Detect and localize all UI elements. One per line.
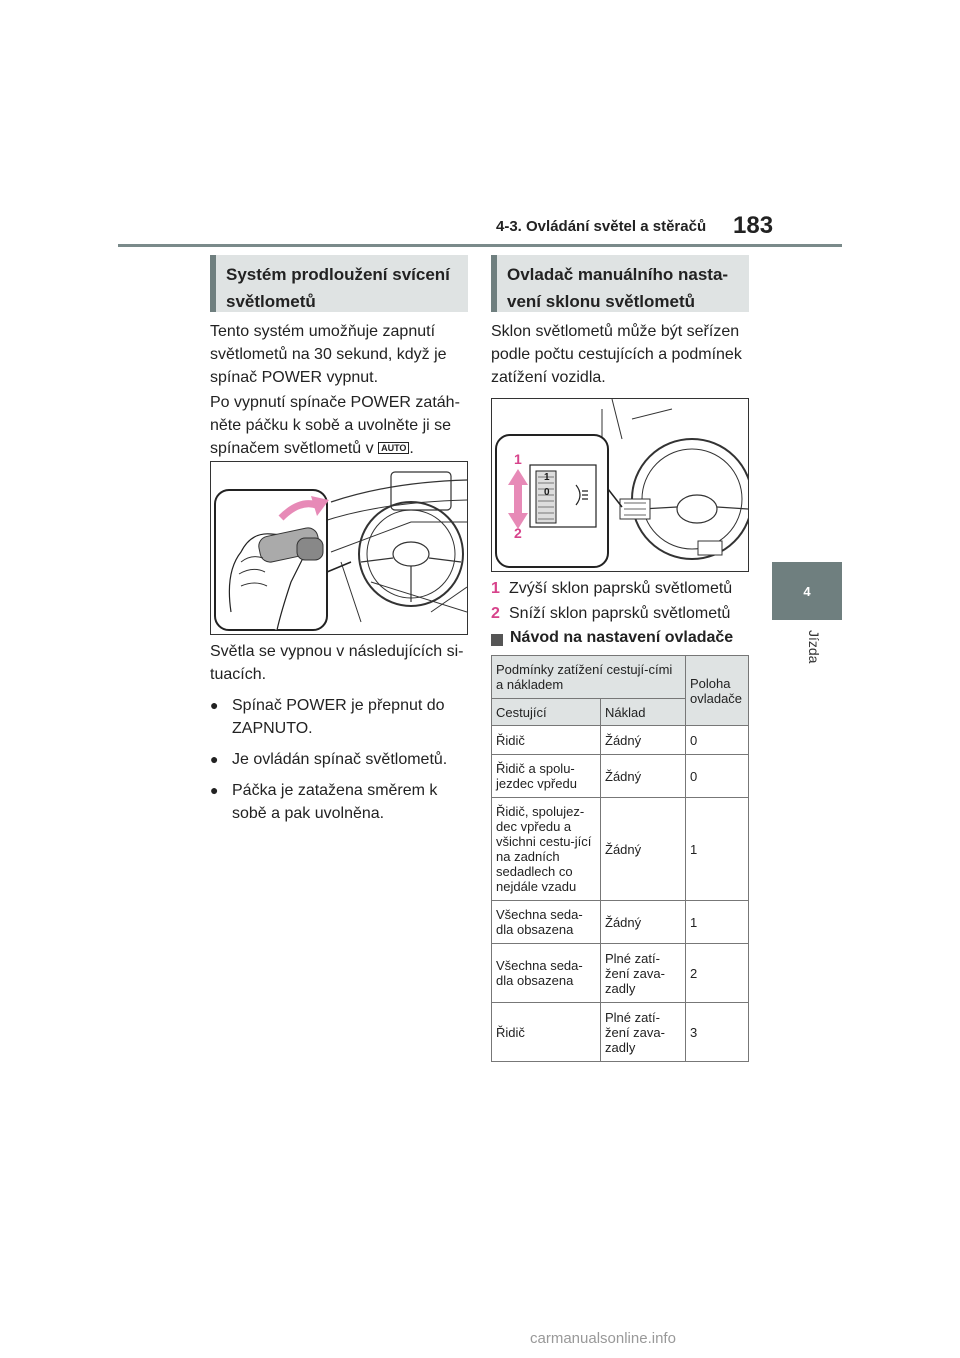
left-paragraph-2-end: . [409, 440, 414, 457]
cell-passengers: Řidič [492, 726, 601, 755]
bullet-icon: ● [210, 697, 219, 713]
cell-cargo: Plné zatí-žení zava-zadly [601, 1003, 686, 1062]
cell-cargo: Žádný [601, 726, 686, 755]
cell-position: 2 [686, 944, 749, 1003]
auto-icon: AUTO [378, 442, 409, 454]
left-bullet-list [210, 694, 472, 825]
item-number: 2 [491, 605, 500, 622]
chapter-label-text: Jízda [806, 630, 822, 664]
right-text-block [491, 320, 753, 389]
cell-position: 1 [686, 901, 749, 944]
list-item [210, 694, 472, 740]
table-row [492, 944, 749, 1003]
left-paragraph-3: Světla se vypnou v následujících si-tuacích. [210, 643, 464, 683]
bullet-text: Je ovládán spínač světlometů. [232, 751, 448, 768]
left-section-heading-box [210, 255, 468, 312]
table-row [492, 726, 749, 755]
cell-passengers: Řidič a spolu-jezdec vpředu [492, 755, 601, 798]
leveling-dial-drawing [492, 399, 748, 571]
adjustment-table [491, 655, 749, 1062]
bullet-text: Spínač POWER je přepnut do ZAPNUTO. [232, 697, 445, 737]
cell-cargo: Žádný [601, 798, 686, 901]
section-title: 4-3. Ovládání světel a stěračů [496, 218, 707, 235]
subheading-text: Návod na nastavení ovladače [510, 629, 734, 646]
dial-scale-zero: 0 [544, 487, 550, 498]
header-position: Poloha ovladače [686, 656, 749, 726]
header-passengers: Cestující [492, 699, 601, 726]
table-header-row [492, 656, 749, 699]
list-item [210, 779, 472, 825]
left-section-heading: Systém prodloužení svícení světlometů [226, 265, 450, 311]
header-conditions: Podmínky zatížení cestují-cími a nákladem [492, 656, 686, 699]
right-section-heading-box [491, 255, 749, 312]
bullet-icon: ● [210, 782, 219, 798]
chapter-tab [772, 562, 842, 620]
item-text: Zvýší sklon paprsků světlometů [509, 580, 733, 597]
left-paragraph-2-text: Po vypnutí spínače POWER zatáh-něte páčku k sobě a uvolněte ji se spínačem světlometů v [210, 394, 460, 457]
left-paragraph-2 [210, 391, 472, 460]
cell-passengers: Všechna seda-dla obsazena [492, 901, 601, 944]
cell-cargo: Plné zatí-žení zava-zadly [601, 944, 686, 1003]
page-number: 183 [733, 212, 774, 239]
table-row [492, 798, 749, 901]
leveling-dial-illustration [491, 398, 749, 572]
list-item [210, 748, 472, 771]
header-cargo: Náklad [601, 699, 686, 726]
bullet-text: Páčka je zatažena směrem k sobě a pak uvolněna. [232, 782, 438, 822]
right-numbered-list [491, 577, 753, 647]
table-row [492, 755, 749, 798]
adjustment-table-wrapper [491, 655, 749, 1062]
dial-down-label: 2 [514, 525, 522, 541]
table-subheading [491, 629, 753, 647]
right-section-heading: Ovladač manuálního nasta-vení sklonu světlometů [507, 265, 729, 311]
cell-passengers: Všechna seda-dla obsazena [492, 944, 601, 1003]
list-item [491, 602, 753, 625]
cell-position: 0 [686, 726, 749, 755]
left-text-block-2 [210, 640, 472, 825]
header-divider [118, 244, 842, 247]
cell-passengers: Řidič, spolujez-dec vpředu a všichni cestu-jící na zadních sedadlech co nejdále vzadu [492, 798, 601, 901]
dial-scale-top: 1 [544, 472, 550, 483]
watermark: carmanualsonline.info [530, 1330, 676, 1347]
table-row [492, 1003, 749, 1062]
left-paragraph-1: Tento systém umožňuje zapnutí světlometů na 30 sekund, když je spínač POWER vypnut. [210, 323, 447, 386]
cell-position: 3 [686, 1003, 749, 1062]
cell-cargo: Žádný [601, 901, 686, 944]
cell-position: 1 [686, 798, 749, 901]
cell-position: 0 [686, 755, 749, 798]
item-number: 1 [491, 580, 500, 597]
bullet-icon: ● [210, 751, 219, 767]
cell-cargo: Žádný [601, 755, 686, 798]
chapter-label [790, 630, 830, 670]
left-text-block [210, 320, 472, 460]
right-paragraph-1: Sklon světlometů může být seřízen podle počtu cestujících a podmínek zatížení vozidla. [491, 323, 742, 386]
dial-up-label: 1 [514, 451, 522, 467]
table-row [492, 901, 749, 944]
lever-drawing [211, 462, 467, 634]
chapter-number: 4 [803, 584, 811, 599]
lever-illustration [210, 461, 468, 635]
list-item [491, 577, 753, 600]
square-bullet-icon [491, 634, 503, 646]
cell-passengers: Řidič [492, 1003, 601, 1062]
item-text: Sníží sklon paprsků světlometů [509, 605, 731, 622]
